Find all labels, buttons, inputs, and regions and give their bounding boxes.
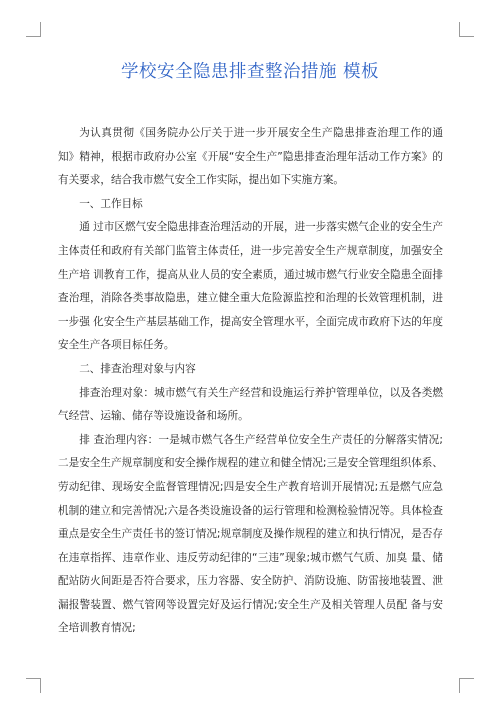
document-body [58,122,443,641]
section-heading-scope: 二、排查治理对象与内容 [79,362,196,375]
page-corner-mark-top-left [26,22,41,37]
paragraph-contents: 排 查治理内容：一是城市燃气各生产经营单位安全生产责任的分解落实情况;二是安全生产规章制度和安全操作规程的建立和健全情况;三是安全管理组织体系、劳动纪律、现场安全监督管理情况;四是安全生产教育培训开展情况;五是燃气应急机制的建立和完善情况;六是各类设施设备的运行管理和检测检验情况等。具体检查 重点是安全生产责任书的签订情况;规章制度及操作规程的建立和执行情况，是否存在违章指挥、违章作业、违反劳动纪律的“三违”现象;城市燃气气质、加臭 量、储配站防火间距是否符合要求，压力容器、安全防护、消防设施、防雷接地装置、泄漏报警装置、燃气管网等设置完好及运行情况;安全生产及相关管理人员配 备与安全培训教育情况; [58,433,443,635]
page-corner-mark-bottom-right [459,678,474,693]
paragraph-intro: 为认真贯彻《国务院办公厅关于进一步开展安全生产隐患排查治理工作的通知》精神，根据市政府办公室《开展“安全生产”隐患排查治理年活动工作方案》的有关要求，结合我市燃气安全工作实际，提出如下实施方案。 [58,127,443,187]
paragraph-targets: 排查治理对象：城市燃气有关生产经营和设施运行养护管理单位，以及各类燃气经营、运输、储存等设施设备和场所。 [58,386,443,423]
page-corner-mark-top-right [459,22,474,37]
document-title: 学校安全隐患排查整治措施 模板 [120,62,380,82]
section-heading-goals: 一、工作目标 [79,197,143,210]
page-corner-mark-bottom-left [26,678,41,693]
paragraph-goals: 通 过市区燃气安全隐患排查治理活动的开展，进一步落实燃气企业的安全生产主体责任和政府有关部门监管主体责任，进一步完善安全生产规章制度，加强安全生产培 训教育工作，提高从业人员的安全素质，通过城市燃气行业安全隐患全面排查治理，消除各类事故隐患，建立健全重大危险源监控和治理的长效管理机制，进一步强 化安全生产基层基础工作，提高安全管理水平，全面完成市政府下达的年度安全生产各项目标任务。 [58,221,443,352]
